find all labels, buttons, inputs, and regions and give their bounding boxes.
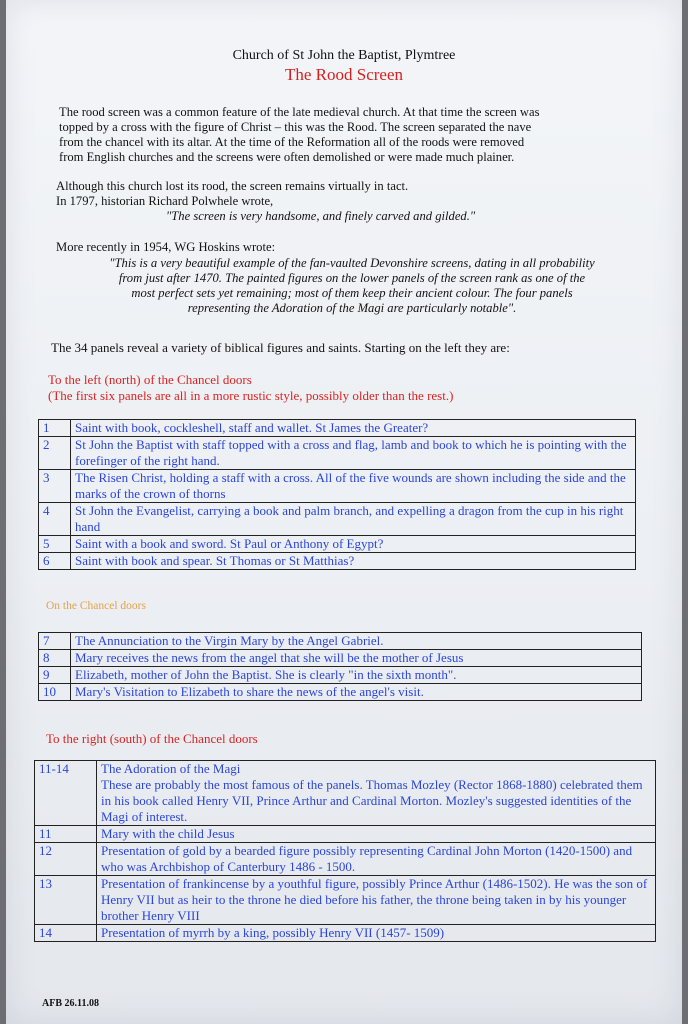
table-row (39, 437, 636, 470)
table-row (35, 925, 656, 942)
panel-number: 7 (39, 633, 71, 650)
panel-number: 8 (39, 650, 71, 667)
panel-description: The Annunciation to the Virgin Mary by the Angel Gabriel. (71, 633, 642, 650)
panel-description: Presentation of frankincense by a youthful figure, possibly Prince Arthur (1486-1502). He was the son of Henry VII but as heir to the throne he died before his father, the throne being taken in by his younger brother Henry VIII (97, 876, 656, 925)
table-row (39, 667, 642, 684)
panel-description: The Adoration of the Magi These are probably the most famous of the panels. Thomas Mozley (Rector 1868-1880) celebrated them in his book called Henry VII, Prince Arthur and Cardinal Morton. Mozley's suggested identities of the Magi of interest. (97, 761, 656, 826)
left-section-heading: To the left (north) of the Chancel doors (48, 372, 252, 387)
table-row (39, 536, 636, 553)
text-line: In 1797, historian Richard Polwhele wrote, (56, 194, 274, 208)
panel-description: Mary's Visitation to Elizabeth to share the news of the angel's visit. (71, 684, 642, 701)
table-row (39, 503, 636, 536)
panel-description: Saint with book and spear. St Thomas or St Matthias? (71, 553, 636, 570)
panel-number: 1 (39, 420, 71, 437)
notice-sheet (6, 0, 682, 1024)
hoskins-intro: More recently in 1954, WG Hoskins wrote: (56, 240, 276, 254)
panel-description: Mary with the child Jesus (97, 826, 656, 843)
quote-line: most perfect sets yet remaining; most of them keep their ancient colour. The four panels (131, 286, 573, 300)
panel-number: 14 (35, 925, 97, 942)
table-row (35, 761, 656, 826)
left-panels-table (38, 419, 636, 570)
panels-intro: The 34 panels reveal a variety of biblical figures and saints. Starting on the left they are: (51, 340, 510, 355)
intro-line: The rood screen was a common feature of the late medieval church. At that time the screen was (59, 105, 540, 119)
panel-number: 5 (39, 536, 71, 553)
doors-panels-table (38, 632, 642, 701)
intro-paragraph (59, 105, 659, 165)
right-panels-table (34, 760, 656, 942)
panel-description: The Risen Christ, holding a staff with a cross. All of the five wounds are shown including the side and the marks of the crown of thorns (71, 470, 636, 503)
panel-description: Saint with a book and sword. St Paul or Anthony of Egypt? (71, 536, 636, 553)
intro-line: from the chancel with its altar. At the time of the Reformation all of the roods were removed (59, 135, 525, 149)
left-section-note: (The first six panels are all in a more rustic style, possibly older than the rest.) (48, 388, 454, 403)
page-title: Church of St John the Baptist, Plymtree (232, 48, 456, 63)
table-row (39, 650, 642, 667)
panel-number: 10 (39, 684, 71, 701)
quote-line: representing the Adoration of the Magi are particularly notable". (187, 301, 517, 315)
intro-line: from English churches and the screens were often demolished or were made much plainer. (59, 150, 515, 164)
panel-number: 2 (39, 437, 71, 470)
polwhele-quote: "The screen is very handsome, and finely carved and gilded." (166, 209, 476, 223)
panel-number: 3 (39, 470, 71, 503)
panel-description: St John the Baptist with staff topped with a cross and flag, lamb and book to which he is pointing with the forefinger of the right hand. (71, 437, 636, 470)
panel-number: 13 (35, 876, 97, 925)
lost-rood-paragraph (56, 179, 656, 209)
table-row (39, 420, 636, 437)
panel-description: Mary receives the news from the angel that she will be the mother of Jesus (71, 650, 642, 667)
right-section-heading: To the right (south) of the Chancel doors (46, 731, 258, 746)
table-row (35, 826, 656, 843)
panel-number: 9 (39, 667, 71, 684)
table-row (39, 633, 642, 650)
table-row (35, 876, 656, 925)
panel-description: Saint with book, cockleshell, staff and wallet. St James the Greater? (71, 420, 636, 437)
panel-number: 6 (39, 553, 71, 570)
panel-description: Presentation of myrrh by a king, possibly Henry VII (1457- 1509) (97, 925, 656, 942)
intro-line: topped by a cross with the figure of Christ – this was the Rood. The screen separated the nave (59, 120, 532, 134)
hoskins-quote (32, 256, 672, 316)
quote-line: "This is a very beautiful example of the fan-vaulted Devonshire screens, dating in all probability (109, 256, 595, 270)
panel-number: 12 (35, 843, 97, 876)
table-row (39, 470, 636, 503)
panel-number: 4 (39, 503, 71, 536)
doors-section-heading: On the Chancel doors (46, 600, 146, 612)
panel-description: Elizabeth, mother of John the Baptist. She is clearly "in the sixth month". (71, 667, 642, 684)
table-row (39, 684, 642, 701)
table-row (35, 843, 656, 876)
panel-number: 11-14 (35, 761, 97, 826)
panel-description: St John the Evangelist, carrying a book and palm branch, and expelling a dragon from the cup in his right hand (71, 503, 636, 536)
text-line: Although this church lost its rood, the screen remains virtually in tact. (56, 179, 409, 193)
panel-description: Presentation of gold by a bearded figure possibly representing Cardinal John Morton (1420-1500) and who was Archbishop of Canterbury 1486 - 1500. (97, 843, 656, 876)
panel-number: 11 (35, 826, 97, 843)
page-subtitle: The Rood Screen (284, 65, 404, 84)
quote-line: from just after 1470. The painted figures on the lower panels of the screen rank as one of the (118, 271, 586, 285)
footer-reference: AFB 26.11.08 (42, 998, 99, 1009)
table-row (39, 553, 636, 570)
